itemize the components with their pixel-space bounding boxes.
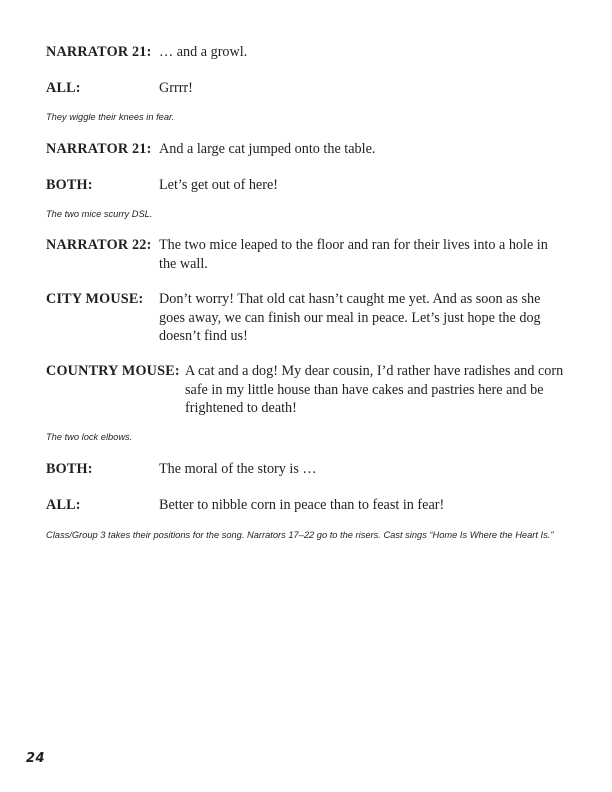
dialogue-line xyxy=(46,236,568,273)
stage-direction: The two mice scurry DSL. xyxy=(46,209,153,219)
page-number: 24 xyxy=(26,751,46,766)
speech-text: Grrrr! xyxy=(159,80,193,96)
stage-direction: Class/Group 3 takes their positions for the song. Narrators 17–22 go to the risers. Cast sings “Home Is Where the Heart Is.” xyxy=(46,530,554,540)
speech-text: Better to nibble corn in peace than to feast in fear! xyxy=(159,497,445,513)
speaker-name: CITY MOUSE: xyxy=(46,291,144,307)
speech-text: And a large cat jumped onto the table. xyxy=(159,141,376,157)
dialogue-line xyxy=(46,460,568,479)
stage-direction: The two lock elbows. xyxy=(46,432,133,442)
speaker-name: BOTH: xyxy=(46,177,93,193)
stage-direction: They wiggle their knees in fear. xyxy=(46,112,175,122)
speech-text: Don’t worry! That old cat hasn’t caught me yet. And as soon as she goes away, we can finish our meal in peace. Let’s just hope the dog doesn’t find us! xyxy=(159,291,541,344)
speaker-name: NARRATOR 21: xyxy=(46,44,152,60)
speech-text: Let’s get out of here! xyxy=(159,177,278,193)
speech-text: A cat and a dog! My dear cousin, I’d rather have radishes and corn safe in my little house than have cakes and pastries here and be frightened to death! xyxy=(185,363,564,416)
speaker-name: BOTH: xyxy=(46,461,93,477)
speaker-name: NARRATOR 22: xyxy=(46,237,152,253)
dialogue-line xyxy=(46,43,568,62)
dialogue-line xyxy=(46,79,568,98)
speech-text: The two mice leaped to the floor and ran for their lives into a hole in the wall. xyxy=(159,237,548,272)
dialogue-line xyxy=(46,290,568,346)
dialogue-line xyxy=(46,496,568,515)
speaker-name: COUNTRY MOUSE: xyxy=(46,363,180,379)
speaker-name: NARRATOR 21: xyxy=(46,141,152,157)
speech-text: The moral of the story is … xyxy=(159,461,317,477)
speaker-name: ALL: xyxy=(46,80,81,96)
dialogue-line xyxy=(46,140,568,159)
dialogue-line xyxy=(46,176,568,195)
speaker-name: ALL: xyxy=(46,497,81,513)
speech-text: … and a growl. xyxy=(159,44,248,60)
dialogue-line xyxy=(46,362,568,418)
